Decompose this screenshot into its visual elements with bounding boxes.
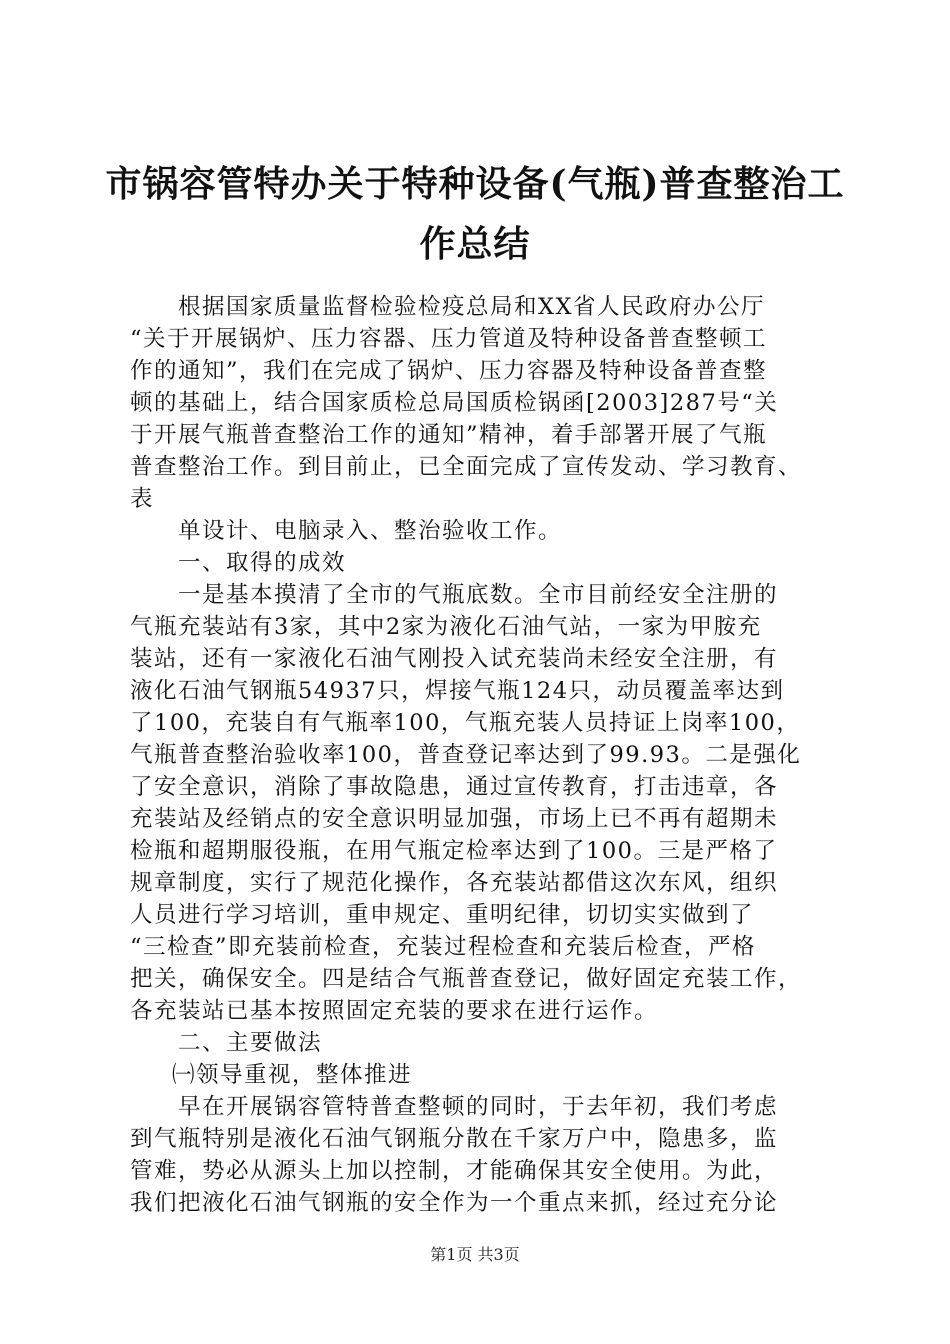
document-title-line-2: 作总结 xyxy=(419,223,531,265)
paragraph-line: 液化石油气钢瓶54937只，焊接气瓶124只，动员覆盖率达到 xyxy=(130,678,785,704)
paragraph-line: 一是基本摸清了全市的气瓶底数。全市目前经安全注册的 xyxy=(178,582,779,608)
document-title-line-1: 市锅容管特办关于特种设备(气瓶)普查整治工 xyxy=(105,163,845,205)
paragraph-line: 我们把液化石油气钢瓶的安全作为一个重点来抓，经过充分论 xyxy=(130,1190,779,1216)
paragraph-line: 表 xyxy=(130,486,155,512)
paragraph-line: 人员进行学习培训，重申规定、重明纪律，切切实实做到了 xyxy=(130,902,755,928)
subsection-heading: ㈠领导重视，整体推进 xyxy=(172,1062,413,1088)
paragraph-line: “关于开展锅炉、压力容器、压力管道及特种设备普查整顿工 xyxy=(130,326,768,352)
page-number-footer: 第1页 共3页 xyxy=(430,1245,520,1264)
paragraph-line: 于开展气瓶普查整治工作的通知”精神，着手部署开展了气瓶 xyxy=(130,422,768,448)
paragraph-line: 作的通知”，我们在完成了锅炉、压力容器及特种设备普查整 xyxy=(130,358,768,384)
section-heading: 二、主要做法 xyxy=(178,1030,323,1056)
paragraph-line: 根据国家质量监督检验检疫总局和XX省人民政府办公厅 xyxy=(178,294,766,320)
paragraph-line: 气瓶普查整治验收率100，普查登记率达到了99.93。二是强化 xyxy=(130,742,802,768)
paragraph-line: 了安全意识，消除了事故隐患，通过宣传教育，打击违章，各 xyxy=(130,774,779,800)
paragraph-line: 各充装站已基本按照固定充装的要求在进行运作。 xyxy=(130,998,659,1024)
paragraph-line: “三检查”即充装前检查，充装过程检查和充装后检查，严格 xyxy=(130,934,757,960)
section-heading: 一、取得的成效 xyxy=(178,550,347,576)
paragraph-line: 普查整治工作。到目前止，已全面完成了宣传发动、学习教育、 xyxy=(130,454,803,480)
paragraph-line: 了100，充装自有气瓶率100，气瓶充装人员持证上岗率100， xyxy=(130,710,801,736)
paragraph-line: 规章制度，实行了规范化操作，各充装站都借这次东风，组织 xyxy=(130,870,779,896)
paragraph-line: 顿的基础上，结合国家质检总局国质检锅函[2003]287号“关 xyxy=(130,390,779,416)
paragraph-line: 单设计、电脑录入、整治验收工作。 xyxy=(178,518,563,544)
paragraph-line: 装站，还有一家液化石油气刚投入试充装尚未经安全注册，有 xyxy=(130,646,779,672)
paragraph-line: 气瓶充装站有3家，其中2家为液化石油气站，一家为甲胺充 xyxy=(130,614,762,640)
paragraph-line: 充装站及经销点的安全意识明显加强，市场上已不再有超期未 xyxy=(130,806,779,832)
paragraph-line: 把关，确保安全。四是结合气瓶普查登记，做好固定充装工作， xyxy=(130,966,803,992)
paragraph-line: 管难，势必从源头上加以控制，才能确保其安全使用。为此， xyxy=(130,1158,779,1184)
paragraph-line: 到气瓶特别是液化石油气钢瓶分散在千家万户中，隐患多，监 xyxy=(130,1126,779,1152)
paragraph-line: 早在开展锅容管特普查整顿的同时，于去年初，我们考虑 xyxy=(178,1094,779,1120)
paragraph-line: 检瓶和超期服役瓶，在用气瓶定检率达到了100。三是严格了 xyxy=(130,838,778,864)
